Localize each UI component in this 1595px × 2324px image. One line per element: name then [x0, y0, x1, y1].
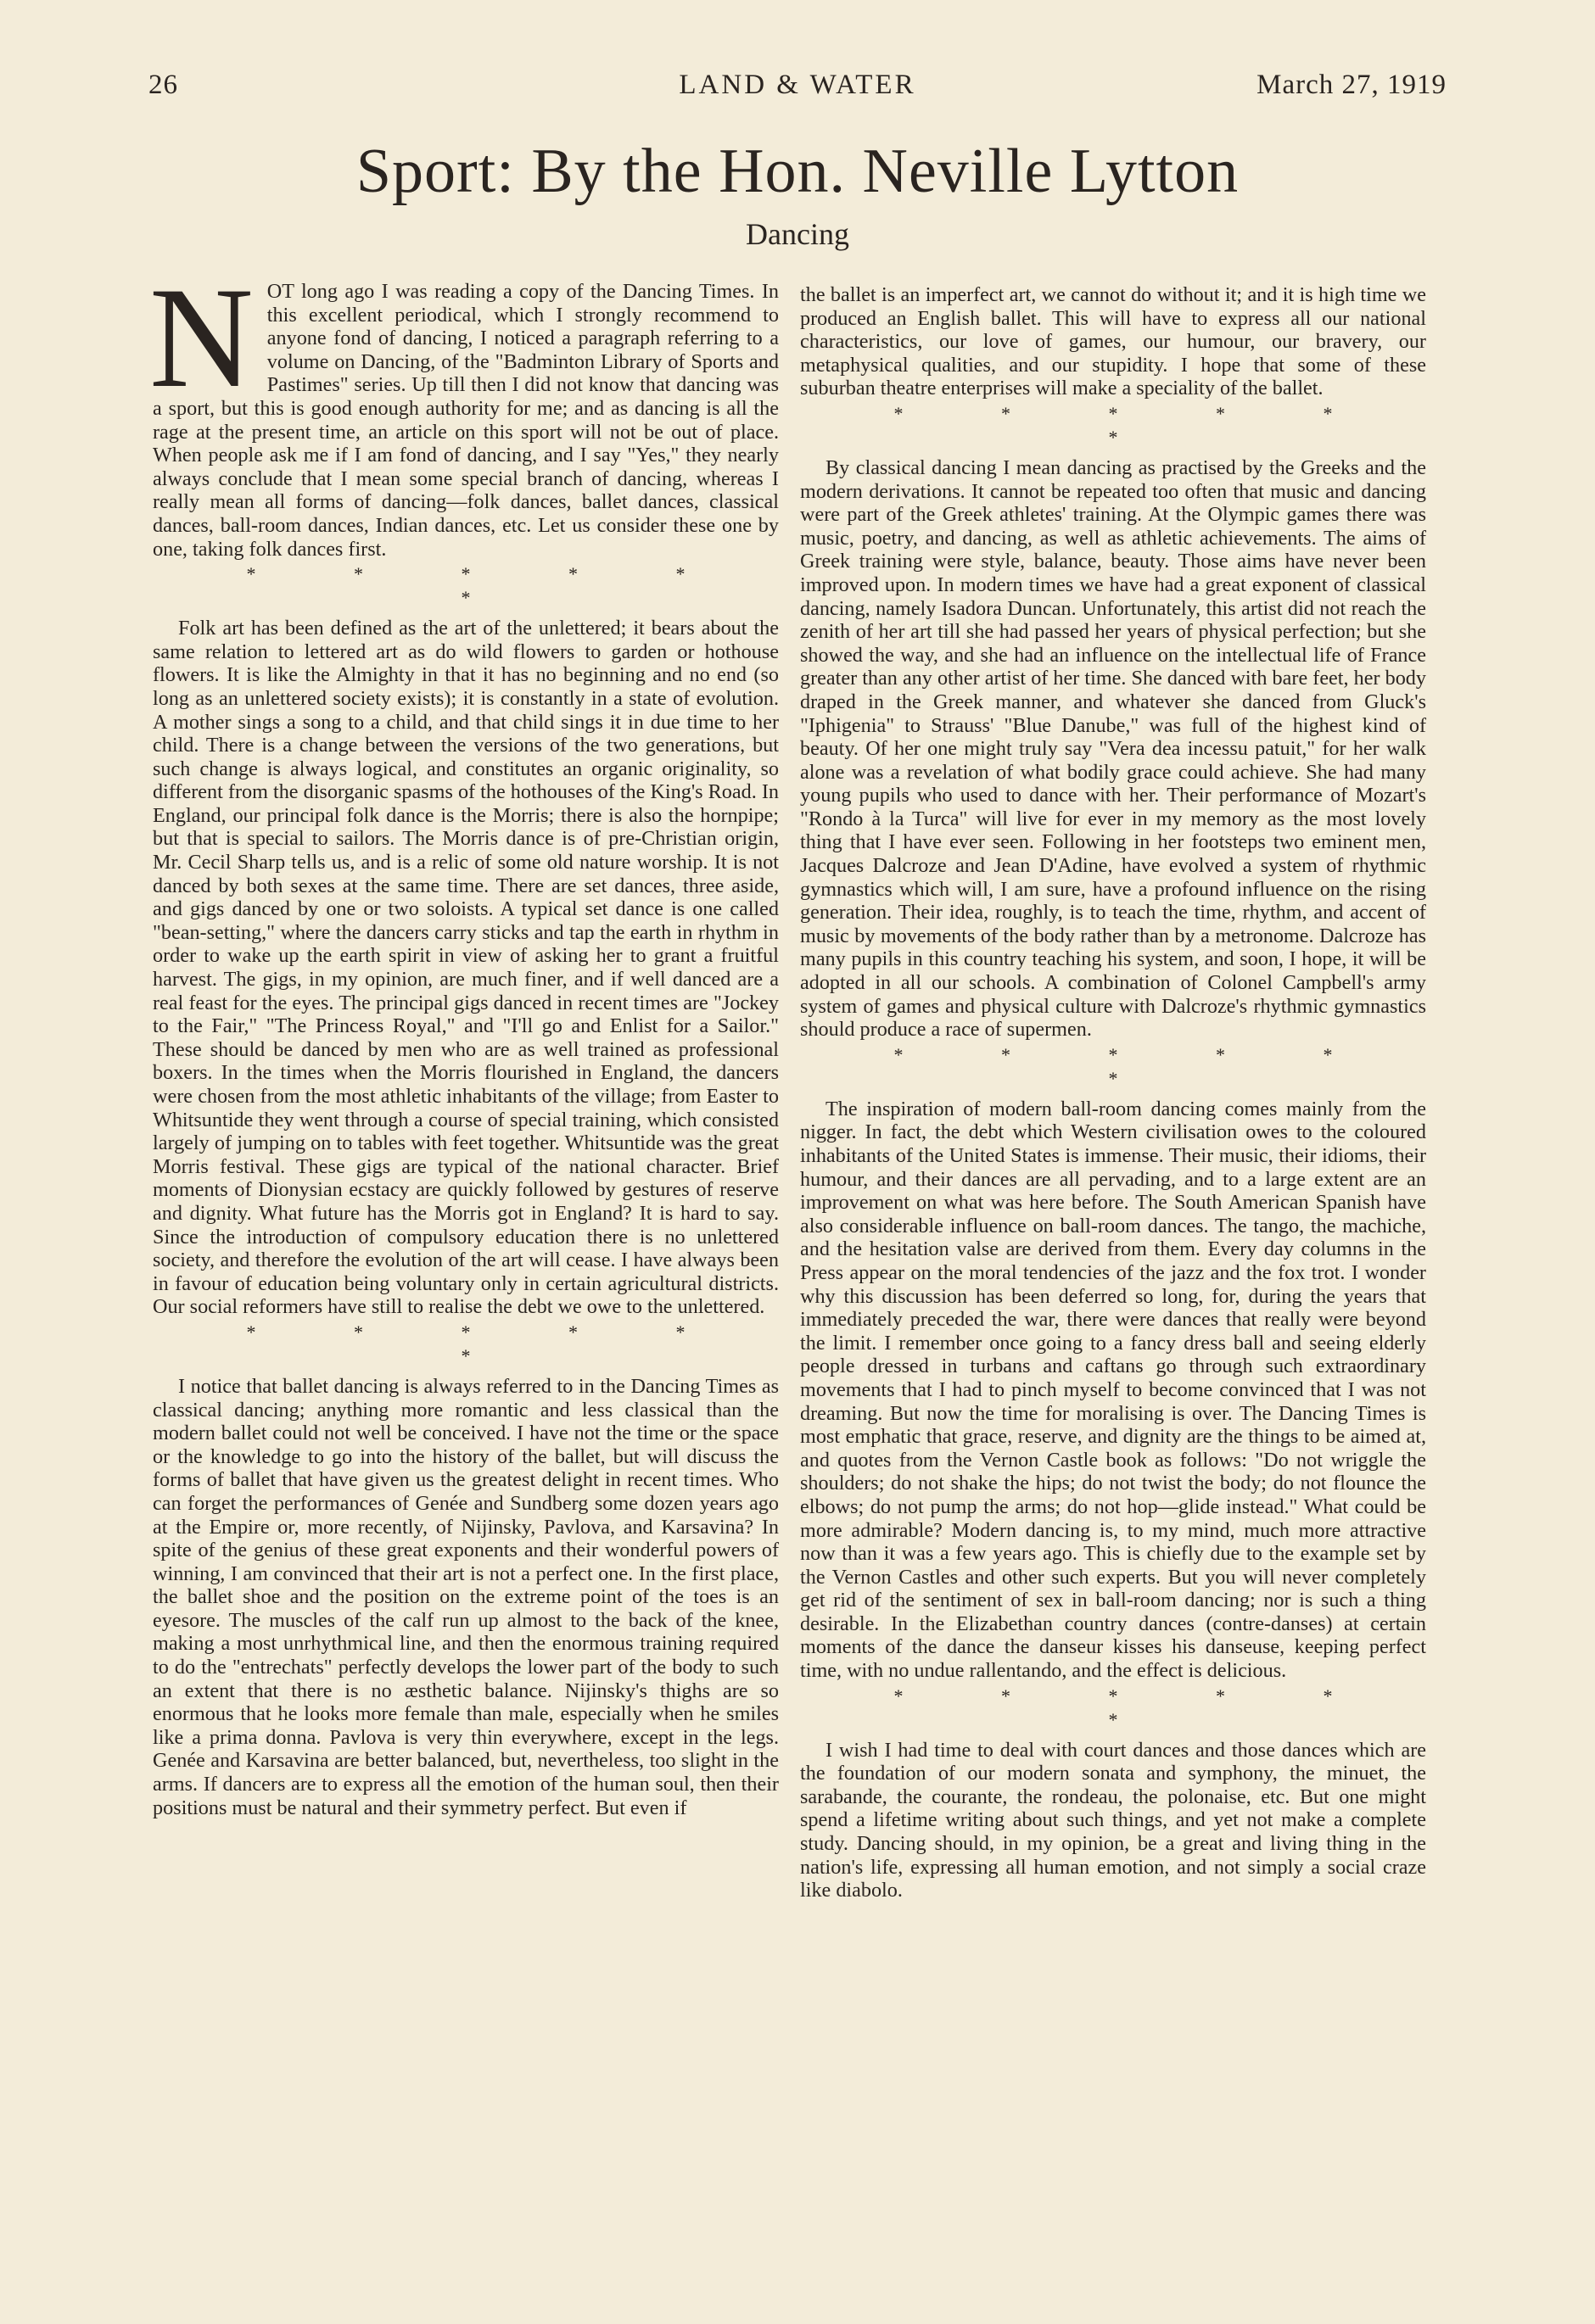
- section-separator: * * * * * *: [893, 1684, 1380, 1730]
- section-separator: * * * * * *: [893, 1043, 1380, 1089]
- drop-cap: N: [149, 258, 254, 417]
- paragraph-folk-art: Folk art has been defined as the art of the unlettered; it bears about the same relation to lettered art as do wild flowers to garden or hothouse flowers. It is like the Almighty in that it has no beginning and no end (so long as an unlettered society exists); it is constantly in a state of evolution. A mother sings a song to a child, and that child sings it in due time to her child. There is a change between the versions of the two generations, but such change is always logical, and constitutes an organic originality, so different from the disorganic spasms of the hothouses of the King's Road. In England, our principal folk dance is the Morris; there is also the hornpipe; but that is special to sailors. The Morris dance is of pre-Christian origin, Mr. Cecil Sharp tells us, and is a relic of some old nature worship. It is not danced by both sexes at the same time. There are set dances, three aside, and gigs danced by one or two soloists. A typical set dance is one called "bean-setting," where the dancers carry sticks and tap the earth in rhythm in order to wake up the earth spirit in view of asking her to grant a fruitful harvest. The gigs, in my opinion, are much finer, and if well danced are a real feast for the eyes. The principal gigs danced in recent times are "Jockey to the Fair," "The Princess Royal," and "I'll go and Enlist for a Sailor." These should be danced by men who are as well trained as professional boxers. In the times when the Morris flourished in England, the dancers were chosen from the most athletic inhabitants of the village; from Easter to Whitsuntide they went through a course of special training, which consisted largely of jumping on to tables with feet together. Whitsuntide was the great Morris festival. These gigs are typical of the national character. Brief moments of Dionysian ecstacy are quickly followed by gestures of reserve and dignity. What future has the Morris got in England? It is hard to say. Since the introduction of compulsory education there is no unlettered society, and therefore the evolution of the art will cease. I have always been in favour of education being voluntary only in certain agricultural districts. Our social reformers have still to realise the debt we owe to the unlettered.: [153, 617, 779, 1319]
- section-separator: * * * * * *: [246, 1321, 732, 1366]
- issue-date: March 27, 1919: [1256, 70, 1447, 100]
- page-number: 26: [148, 70, 178, 100]
- right-column: [800, 283, 1426, 1902]
- section-separator: * * * * * *: [893, 402, 1380, 448]
- paragraph-text: OT long ago I was reading a copy of the Dancing Times. In this excellent periodical, which I strongly recommend to anyone fond of dancing, I noticed a paragraph referring to a volume on Dancing, of the "Badminton Library of Sports and Pastimes" series. Up till then I did not know that dancing was a sport, but this is good enough authority for me; and as dancing is all the rage at the present time, an article on this sport will not be out of place. When people ask me if I am fond of dancing, and I say "Yes," they nearly always conclude that I mean some special branch of dancing, whereas I really mean all forms of dancing—folk dances, ballet dances, classical dances, ball-room dances, Indian dances, etc. Let us consider these one by one, taking folk dances first.: [153, 280, 779, 561]
- paragraph-folk-intro: [149, 258, 779, 561]
- section-separator: * * * * * *: [246, 563, 732, 609]
- running-header: [148, 70, 1447, 112]
- paragraph-court-dances: I wish I had time to deal with court dances and those dances which are the foundation of our modern sonata and symphony, the minuet, the sarabande, the courante, the rondeau, the polonaise, etc. But one might spend a lifetime writing about such things, and yet not make a complete study. Dancing should, in my opinion, be a great and living thing in the nation's life, expressing all human emotion, and not simply a social craze like diabolo.: [800, 1738, 1426, 1902]
- masthead: LAND & WATER: [679, 70, 916, 100]
- paragraph-classical: By classical dancing I mean dancing as practised by the Greeks and the modern derivations. It cannot be repeated too often that music and dancing were part of the Greek athletes' training. At the Olympic games there was music, poetry, and dancing, as well as athletic achievements. The aims of Greek training were style, balance, beauty. Those aims have never been improved upon. In modern times we have had a great exponent of classical dancing, namely Isadora Duncan. Unfortunately, this artist did not reach the zenith of her art till she had passed her years of physical perfection; but she showed the way, and she had an influence on the intellectual life of France greater than any other artist of her time. She danced with bare feet, her body draped in the Greek manner, and whatever she danced from Gluck's "Iphigenia" to Strauss' "Blue Danube," was full of the highest kind of beauty. Of her one might truly say "Vera dea incessu patuit," for her walk alone was a revelation of what bodily grace could achieve. She had many young pupils who used to dance with her. Their performance of Mozart's "Rondo à la Turca" will live for ever in my memory as the most lovely thing that I have ever seen. Following in her footsteps two eminent men, Jacques Dalcroze and Jean D'Adine, have evolved a system of rhythmic gymnastics which will, I am sure, have a profound influence on the rising generation. Their idea, roughly, is to teach the time, rhythm, and accent of music by movements of the body rather than by a metronome. Dalcroze has many pupils in this country teaching his system, and soon, I hope, it will be adopted in all our schools. A combination of Colonel Campbell's army system of games and physical culture with Dalcroze's rhythmic gymnastics should produce a race of supermen.: [800, 455, 1426, 1042]
- article-subtitle: Dancing: [746, 217, 849, 251]
- article-title: Sport: By the Hon. Neville Lytton: [355, 137, 1240, 206]
- paragraph-ballet-cont: the ballet is an imperfect art, we cannot do without it; and it is high time we produced an English ballet. This will have to express all our national characteristics, our love of games, our humour, our bravery, our metaphysical qualities, and our stupidity. I hope that some of these suburban theatre enterprises will make a speciality of the ballet.: [800, 283, 1426, 400]
- paragraph-ballroom: The inspiration of modern ball-room dancing comes mainly from the nigger. In fact, the debt which Western civilisation owes to the coloured inhabitants of the United States is immense. Their music, their idioms, their humour, and their dances are all pervading, and to a large extent are an improvement on what was here before. The South American Spanish have also considerable influence on ball-room dances. The tango, the machiche, and the hesitation valse are derived from them. Every day columns in the Press appear on the moral tendencies of the jazz and the fox trot. I wonder why this discussion has been deferred so long, for, during the years that immediately preceded the war, there were dances that really were beyond the limit. I remember once going to a fancy dress ball and seeing elderly people dressed in turbans and caftans go through such extraordinary movements that I had to pinch myself to become convinced that I was not dreaming. But now the time for moralising is over. The Dancing Times is most emphatic that grace, reserve, and dignity are the things to be aimed at, and quotes from the Vernon Castle book as follows: "Do not wriggle the shoulders; do not shake the hips; do not twist the body; do not flounce the elbows; do not pump the arms; do not hop—glide instead." What could be more admirable? Modern dancing is, to my mind, much more attractive now than it was a few years ago. This is chiefly due to the example set by the Vernon Castles and other such experts. But you will never completely get rid of the sentiment of sex in ball-room dancing; nor is such a thing desirable. In the Elizabethan country dances (contre-danses) at certain moments of the dance the danseur kisses his danseuse, keeping perfect time, with no undue rallentando, and the effect is delicious.: [800, 1097, 1426, 1683]
- left-column: [149, 258, 779, 1819]
- paragraph-ballet: I notice that ballet dancing is always referred to in the Dancing Times as classical dancing; anything more romantic and less classical than the modern ballet could not well be conceived. I have not the time or the space or the knowledge to go into the history of the ballet, but will discuss the forms of ballet that have given us the greatest delight in recent times. Who can forget the performances of Genée and Sundberg some dozen years ago at the Empire or, more recently, of Nijinsky, Pavlova, and Karsavina? In spite of the genius of these great exponents and their wonderful powers of winning, I am convinced that their art is not a perfect one. In the first place, the ballet shoe and the position on the extreme point of the toes is an eyesore. The muscles of the calf run up almost to the back of the knee, making a most unrhythmical line, and then the enormous training required to do the "entrechats" perfectly develops the lower part of the body to such an extent that there is no æsthetic balance. Nijinsky's thighs are so enormous that he looks more female than male, especially when he smiles like a prima donna. Pavlova is very thin everywhere, except in the legs. Genée and Karsavina are better balanced, but, nevertheless, too slight in the arms. If dancers are to express all the emotion of the human soul, then their positions must be natural and their symmetry perfect. But even if: [153, 1374, 779, 1819]
